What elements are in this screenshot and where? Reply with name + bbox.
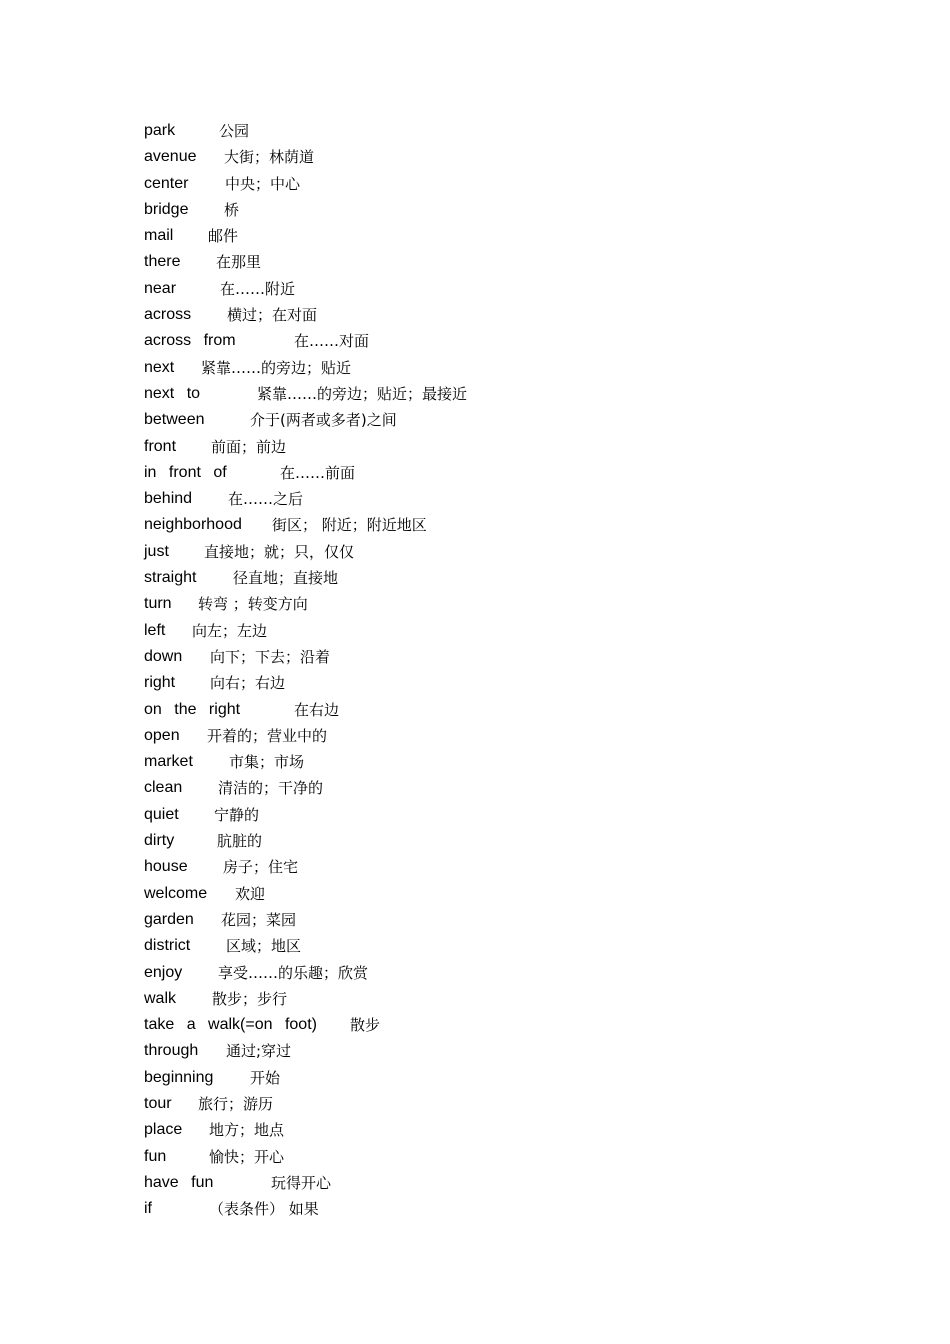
vocab-meaning: 邮件 <box>208 227 239 246</box>
vocab-meaning: 介于(两者或多者)之间 <box>250 411 397 430</box>
vocab-meaning: 横过；在对面 <box>227 306 318 325</box>
vocab-term: quiet <box>144 805 179 823</box>
vocab-term: garden <box>144 910 194 928</box>
vocab-meaning: 在右边 <box>294 700 340 719</box>
vocab-meaning: 享受……的乐趣；欣赏 <box>218 963 369 982</box>
vocab-meaning: 街区； 附近；附近地区 <box>272 516 427 535</box>
vocab-term: if <box>144 1200 152 1218</box>
vocab-meaning: 肮脏的 <box>217 832 263 851</box>
vocab-meaning: 区域；地区 <box>226 937 302 956</box>
vocab-term: house <box>144 858 188 876</box>
vocab-meaning: 在那里 <box>216 253 262 272</box>
vocab-meaning: 散步 <box>350 1016 381 1035</box>
vocab-meaning: 前面；前边 <box>211 437 287 456</box>
vocab-term: through <box>144 1042 199 1060</box>
vocab-term: bridge <box>144 200 189 218</box>
vocab-term: take a walk(=on foot) <box>144 1016 317 1034</box>
vocab-term: behind <box>144 490 193 508</box>
vocab-meaning: 直接地；就；只，仅仅 <box>204 542 355 561</box>
vocab-term: center <box>144 174 189 192</box>
vocab-term: welcome <box>144 884 208 902</box>
vocab-meaning: 散步；步行 <box>212 989 288 1008</box>
vocab-term: near <box>144 279 177 297</box>
vocab-meaning: 愉快；开心 <box>209 1147 285 1166</box>
vocab-meaning: 径直地；直接地 <box>233 569 339 588</box>
vocab-term: fun <box>144 1147 167 1165</box>
vocab-term: avenue <box>144 148 197 166</box>
vocab-term: mail <box>144 227 174 245</box>
vocab-meaning: 桥 <box>224 200 240 219</box>
vocab-meaning: 玩得开心 <box>271 1173 332 1192</box>
vocab-meaning: 房子；住宅 <box>223 858 299 877</box>
vocab-term: left <box>144 621 166 639</box>
vocab-term: front <box>144 437 177 455</box>
vocab-meaning: 转弯 ；转变方向 <box>198 595 308 614</box>
vocab-term: straight <box>144 569 197 587</box>
vocab-meaning: 通过;穿过 <box>226 1042 292 1061</box>
vocab-meaning: 在……附近 <box>220 279 296 298</box>
vocab-meaning: 欢迎 <box>235 884 266 903</box>
vocab-meaning: 紧靠……的旁边；贴近；最接近 <box>257 384 468 403</box>
vocab-meaning: 紧靠……的旁边；贴近 <box>201 358 352 377</box>
vocab-term: market <box>144 753 193 771</box>
vocab-term: dirty <box>144 832 175 850</box>
vocab-meaning: 中央；中心 <box>225 174 301 193</box>
vocab-meaning: 在……之后 <box>228 490 304 509</box>
vocab-meaning: 清洁的；干净的 <box>218 779 324 798</box>
vocab-meaning: 向右；右边 <box>210 674 286 693</box>
vocab-term: there <box>144 253 181 271</box>
vocab-term: beginning <box>144 1068 214 1086</box>
vocab-term: have fun <box>144 1173 214 1191</box>
vocab-meaning: 开着的；营业中的 <box>207 726 328 745</box>
vocab-term: right <box>144 674 176 692</box>
vocab-term: across from <box>144 332 236 350</box>
vocab-term: clean <box>144 779 183 797</box>
vocab-term: district <box>144 937 191 955</box>
vocab-term: open <box>144 726 180 744</box>
vocab-term: between <box>144 411 205 429</box>
vocab-term: just <box>144 542 169 560</box>
vocab-term: across <box>144 306 192 324</box>
vocab-term: park <box>144 122 176 139</box>
vocab-meaning: （表条件） 如果 <box>209 1200 319 1219</box>
vocab-term: next to <box>144 384 201 402</box>
vocab-meaning: 向下；下去；沿着 <box>210 647 331 666</box>
vocab-meaning: 开始 <box>250 1068 281 1087</box>
vocab-meaning: 花园；菜园 <box>221 910 297 929</box>
vocab-term: enjoy <box>144 963 183 981</box>
vocab-meaning: 地方；地点 <box>209 1121 285 1140</box>
vocab-term: next <box>144 358 175 376</box>
vocab-meaning: 在……前面 <box>280 463 356 482</box>
vocab-term: walk <box>144 989 177 1007</box>
vocab-term: down <box>144 647 183 665</box>
vocab-meaning: 在……对面 <box>294 332 370 351</box>
vocab-term: place <box>144 1121 183 1139</box>
vocab-meaning: 公园 <box>219 122 250 140</box>
vocab-term: neighborhood <box>144 516 242 534</box>
vocab-meaning: 宁静的 <box>214 805 260 824</box>
vocab-term: in front of <box>144 463 227 481</box>
vocab-term: on the right <box>144 700 241 718</box>
vocab-term: tour <box>144 1094 172 1112</box>
vocab-term: turn <box>144 595 172 613</box>
vocab-meaning: 旅行；游历 <box>198 1094 274 1113</box>
vocab-meaning: 向左；左边 <box>192 621 268 640</box>
vocab-meaning: 大街；林荫道 <box>224 148 315 167</box>
vocab-meaning: 市集；市场 <box>229 753 305 772</box>
